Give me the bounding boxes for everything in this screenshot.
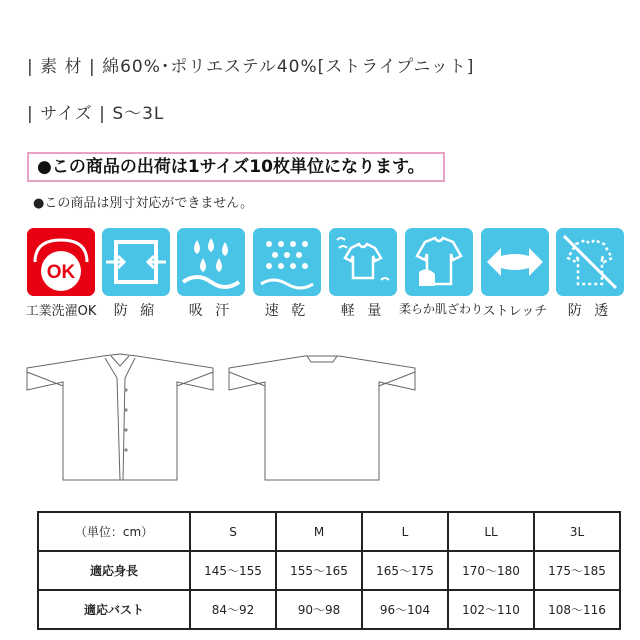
size-label: | サイズ |	[27, 104, 106, 124]
stretch-icon	[481, 228, 549, 296]
table-cell: 165～175	[362, 551, 448, 590]
table-cell: 108～116	[534, 590, 620, 629]
table-cell: 175～185	[534, 551, 620, 590]
material-row	[27, 52, 474, 77]
table-row	[38, 551, 620, 590]
table-cell: 96～104	[362, 590, 448, 629]
icon-label-sweat-absorb: 吸 汗	[188, 303, 234, 319]
industrial-wash-icon	[27, 228, 95, 296]
material-value: 綿60%･ポリエステル40%[ストライプニット]	[102, 57, 475, 77]
icon-label-stretch: ストレッチ	[482, 304, 548, 319]
table-cell: 155～165	[276, 551, 362, 590]
size-table	[37, 511, 621, 630]
size-row	[27, 99, 164, 124]
ok-badge-text: OK	[46, 262, 76, 283]
soft-touch-icon	[405, 228, 473, 296]
row-label-height: 適応身長	[38, 551, 190, 590]
icon-label-anti-see-through: 防 透	[567, 303, 613, 319]
garment-back-drawing	[227, 352, 417, 484]
table-cell: 90～98	[276, 590, 362, 629]
icon-label-anti-shrink: 防 縮	[113, 303, 159, 319]
anti-see-through-icon	[556, 228, 624, 296]
size-header-3l: 3L	[534, 512, 620, 551]
size-header-s: S	[190, 512, 276, 551]
table-cell: 84～92	[190, 590, 276, 629]
custom-size-note: ●この商品は別寸対応ができません。	[33, 196, 254, 211]
size-value: S～3L	[112, 104, 165, 124]
shipping-notice: ●この商品の出荷は1サイズ10枚単位になります。	[27, 152, 445, 182]
icon-label-quick-dry: 速 乾	[264, 303, 310, 319]
material-label: | 素 材 |	[27, 57, 96, 77]
table-cell: 145～155	[190, 551, 276, 590]
icon-label-lightweight: 軽 量	[340, 303, 386, 319]
size-table-header	[38, 512, 620, 551]
table-row	[38, 590, 620, 629]
garment-front-drawing	[25, 352, 215, 484]
table-cell: 170～180	[448, 551, 534, 590]
size-header-l: L	[362, 512, 448, 551]
row-label-bust: 適応バスト	[38, 590, 190, 629]
size-header-m: M	[276, 512, 362, 551]
sweat-absorb-icon	[177, 228, 245, 296]
lightweight-icon	[329, 228, 397, 296]
unit-header: （単位：cm）	[38, 512, 190, 551]
table-cell: 102～110	[448, 590, 534, 629]
anti-shrink-icon	[102, 228, 170, 296]
quick-dry-icon	[253, 228, 321, 296]
icon-label-soft-touch: 柔らか肌ざわり	[399, 302, 484, 316]
icon-label-industrial-wash: 工業洗濯OK	[25, 304, 97, 319]
size-header-ll: LL	[448, 512, 534, 551]
